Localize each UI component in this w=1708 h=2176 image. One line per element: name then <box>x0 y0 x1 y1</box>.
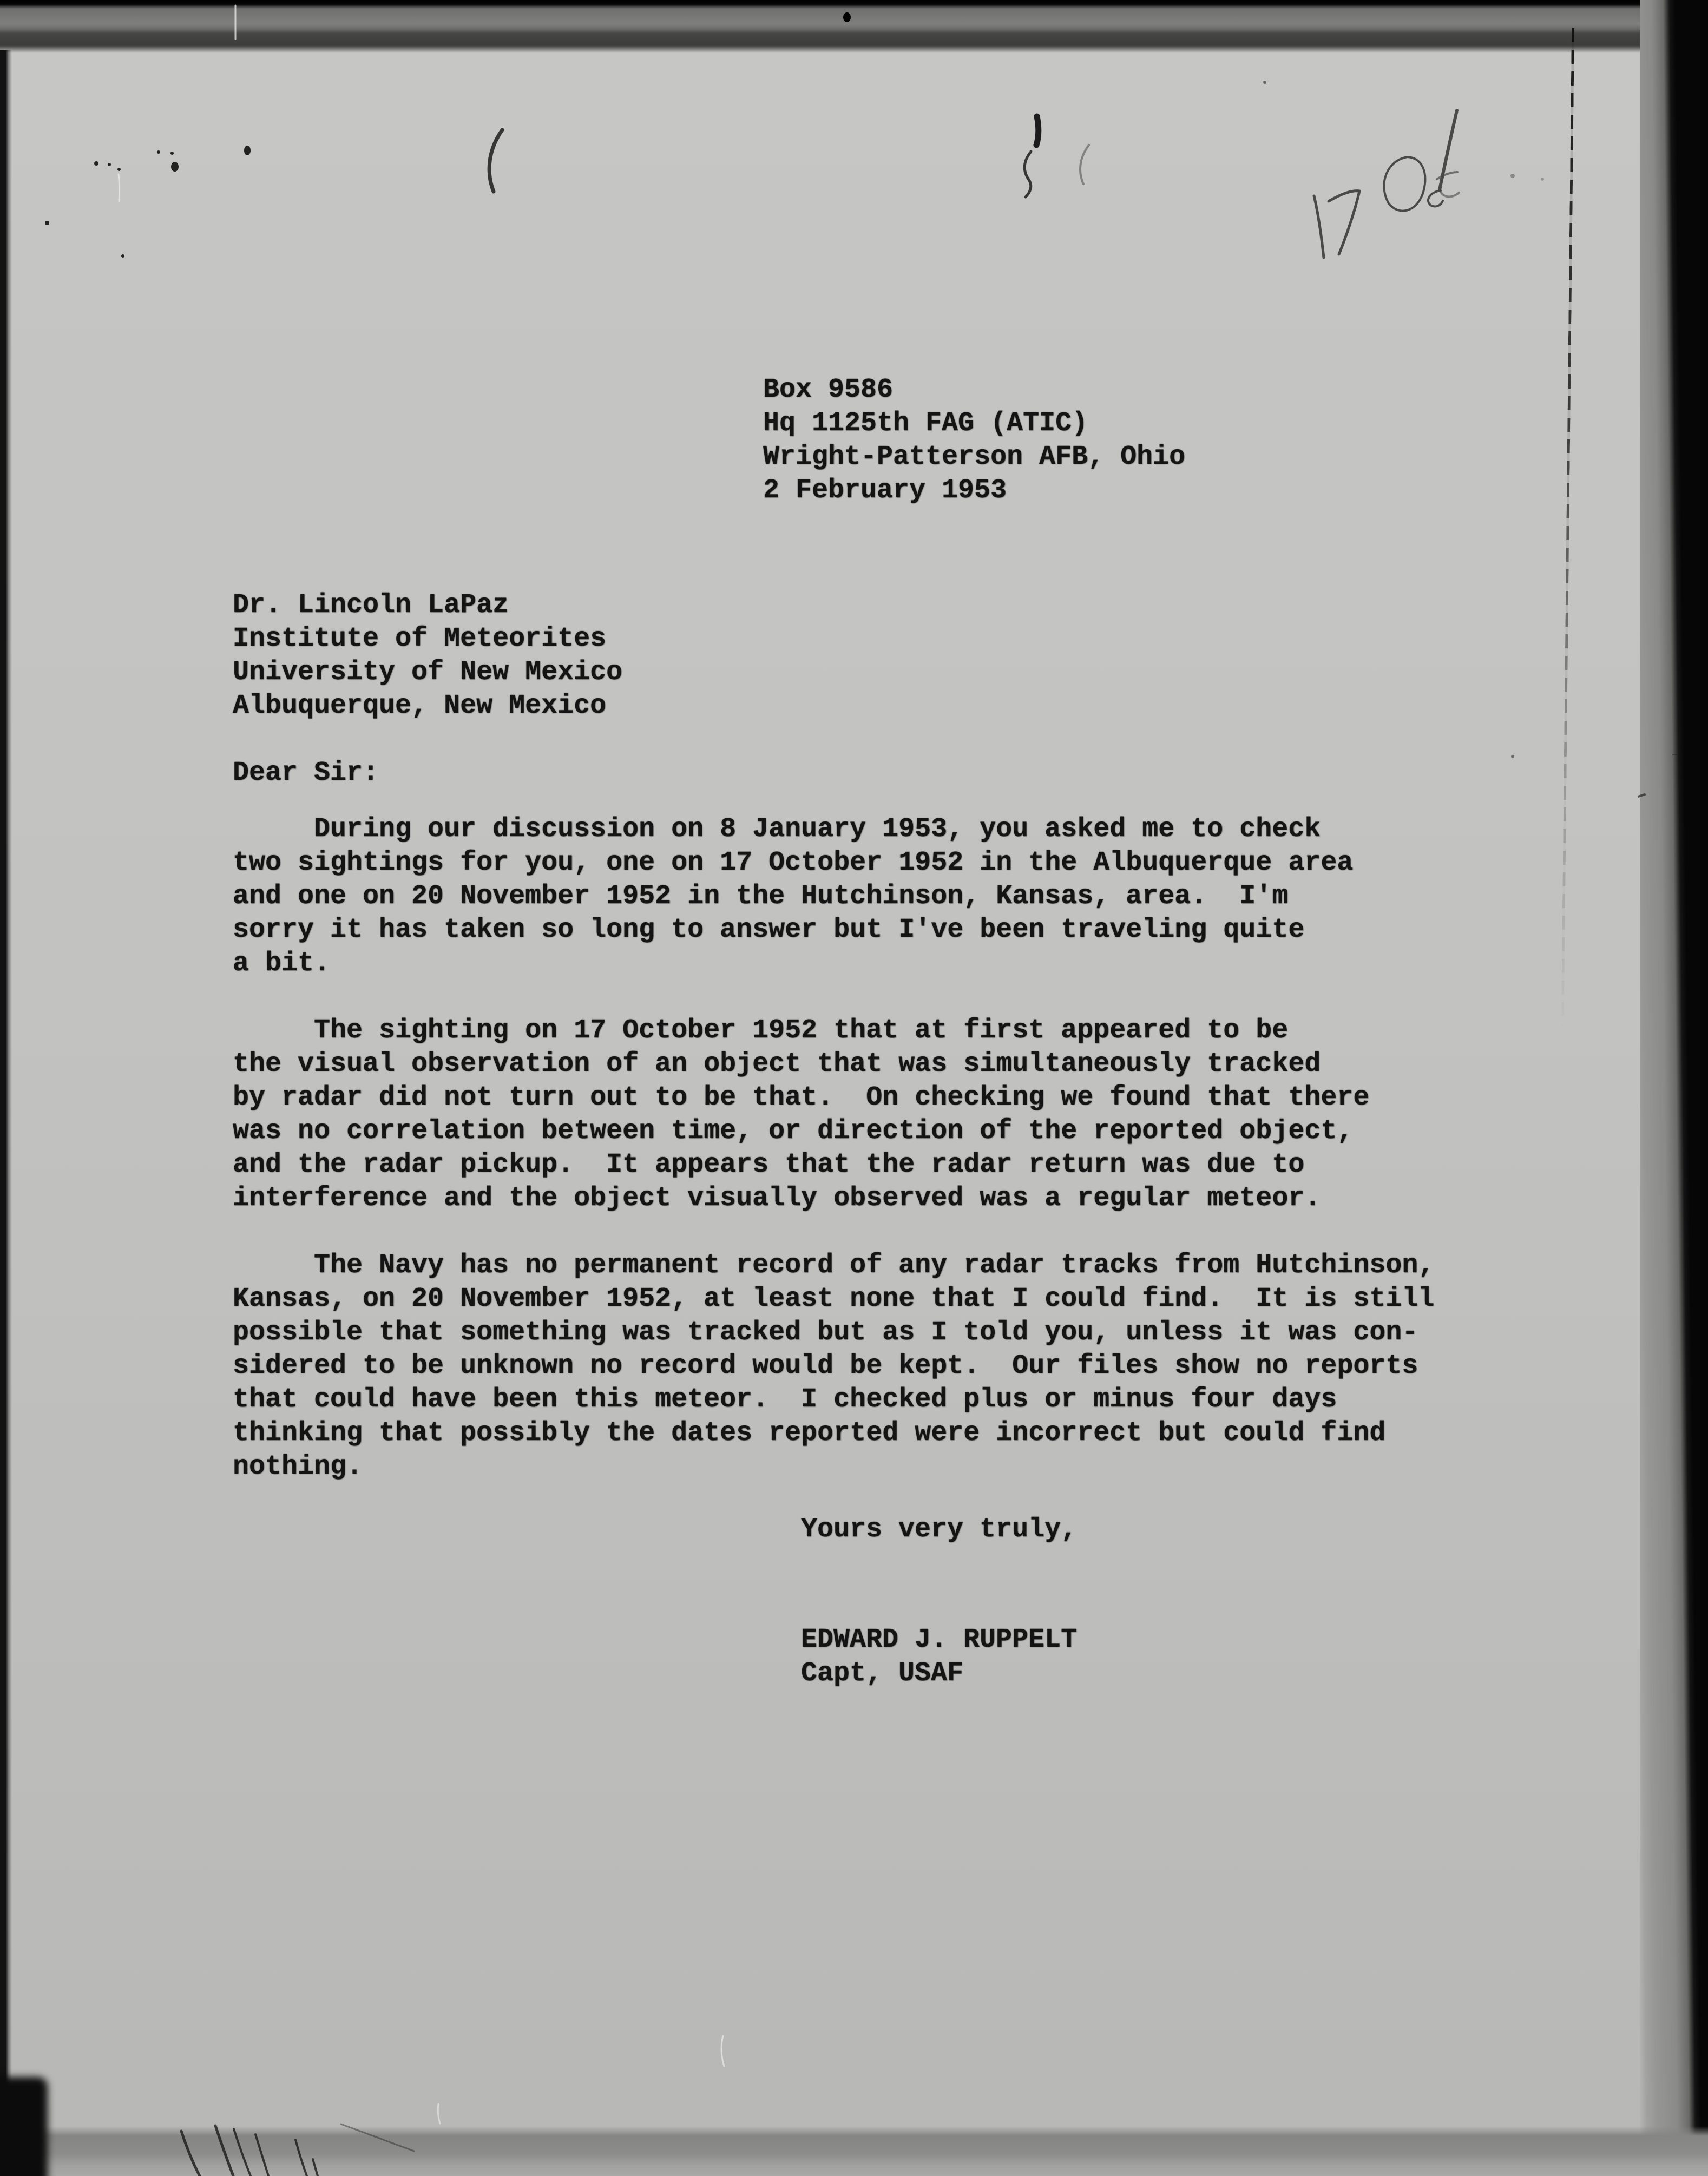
text-line: thinking that possibly the dates reported were incorrect but could find <box>233 1418 1386 1449</box>
text-line: Institute of Meteorites <box>233 623 607 654</box>
text-line: Dr. Lincoln LaPaz <box>233 590 509 621</box>
text-line: sidered to be unknown no record would be kept. Our files show no reports <box>233 1351 1418 1382</box>
sender-address-block <box>763 373 1185 508</box>
body-paragraph-1 <box>233 813 1353 981</box>
bottom-scratches <box>181 2124 414 2176</box>
salutation: Dear Sir: <box>233 758 379 788</box>
text-line: During our discussion on 8 January 1953, you asked me to check <box>314 814 1321 845</box>
text-line: interference and the object visually observed was a regular meteor. <box>233 1183 1321 1214</box>
text-line: Box 9586 <box>763 374 894 405</box>
text-line: Capt, USAF <box>801 1658 964 1689</box>
body-paragraph-2 <box>233 1014 1369 1215</box>
text-line: two sightings for you, one on 17 October 1952 in the Albuquerque area <box>233 847 1354 878</box>
text-line: and one on 20 November 1952 in the Hutchinson, Kansas, area. I'm <box>233 881 1289 912</box>
text-line: sorry it has taken so long to answer but I've been traveling quite <box>233 915 1305 945</box>
text-line: the visual observation of an object that was simultaneously tracked <box>233 1049 1321 1080</box>
body-paragraph-3 <box>233 1249 1434 1484</box>
closing: Yours very truly, <box>801 1514 1078 1545</box>
text-line: Hq 1125th FAG (ATIC) <box>763 408 1088 439</box>
text-line: 2 February 1953 <box>763 475 1007 506</box>
text-line: by radar did not turn out to be that. On checking we found that there <box>233 1082 1370 1113</box>
recipient-address-block <box>233 589 622 723</box>
handwritten-date-annotation <box>1314 110 1544 258</box>
text-line: was no correlation between time, or direction of the reported object, <box>233 1116 1354 1147</box>
text-line: nothing. <box>233 1451 363 1482</box>
text-line: and the radar pickup. It appears that the radar return was due to <box>233 1149 1305 1180</box>
text-line: The Navy has no permanent record of any radar tracks from Hutchinson, <box>314 1250 1435 1281</box>
text-line: possible that something was tracked but as I told you, unless it was con- <box>233 1317 1418 1348</box>
text-line: EDWARD J. RUPPELT <box>801 1625 1078 1655</box>
signature-block <box>801 1623 1077 1691</box>
text-line: University of New Mexico <box>233 657 623 688</box>
stray-pen-marks <box>489 116 1089 197</box>
text-line: Albuquerque, New Mexico <box>233 691 607 721</box>
text-line: a bit. <box>233 948 331 979</box>
text-line: Wright-Patterson AFB, Ohio <box>763 442 1186 472</box>
text-line: that could have been this meteor. I checked plus or minus four days <box>233 1384 1337 1415</box>
text-line: The sighting on 17 October 1952 that at first appeared to be <box>314 1015 1289 1046</box>
text-line: Kansas, on 20 November 1952, at least none that I could find. It is still <box>233 1284 1435 1314</box>
